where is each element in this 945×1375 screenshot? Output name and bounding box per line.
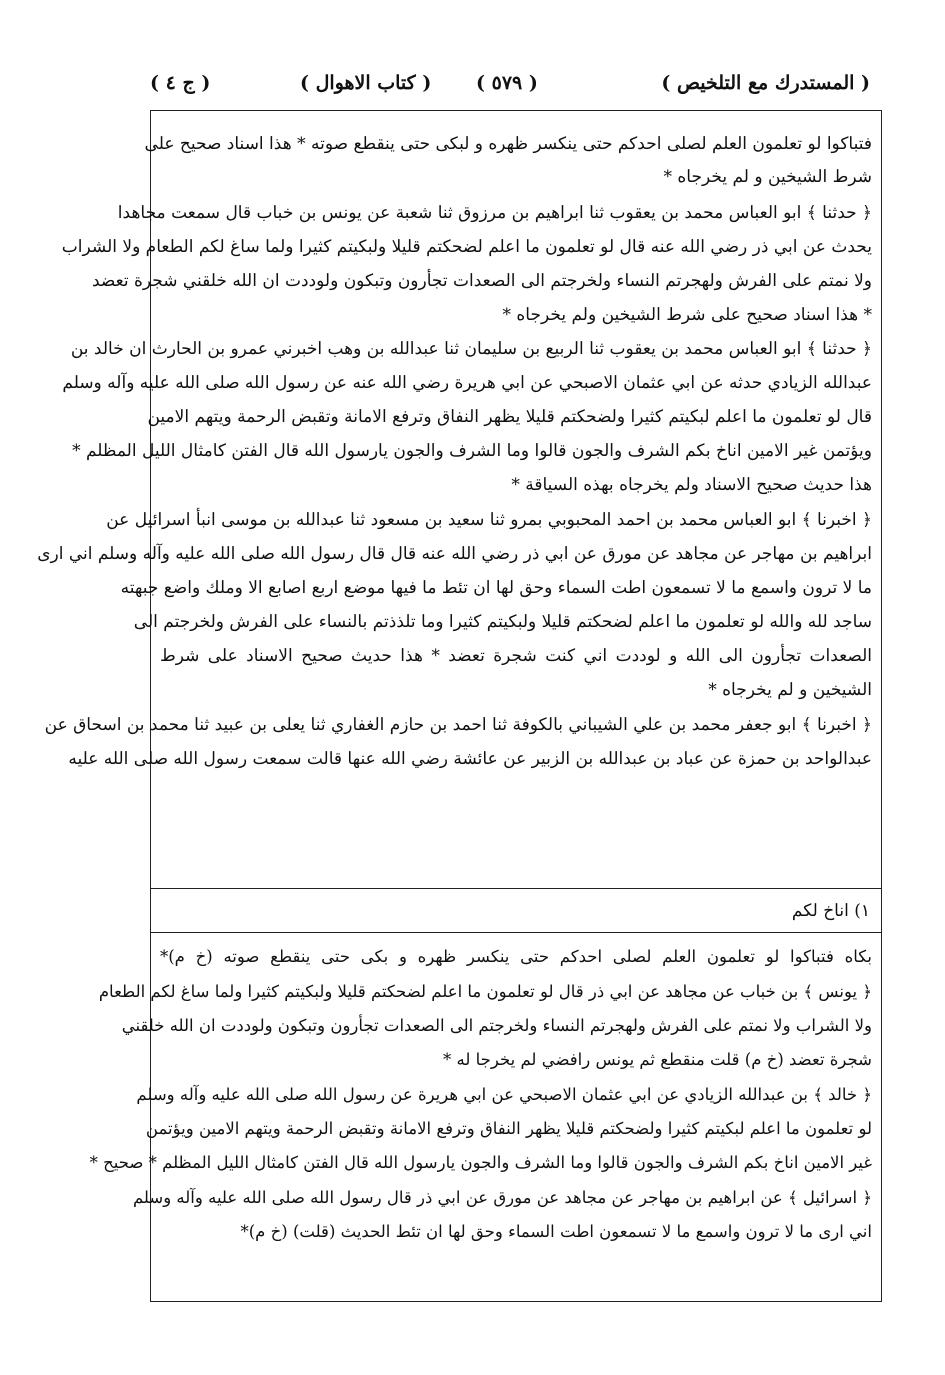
- main-line: عبدالله الزيادي حدثه عن ابي عثمان الاصبحي عن ابي هريرة رضي الله عنه عن رسول الله صلى الله عليه وآله وسلم: [62, 373, 872, 393]
- main-line: ساجد لله والله لو تعلمون ما اعلم لضحكتم قليلا ولبكيتم كثيرا وما تلذذتم بالنساء على الفرش ولخرجتم الى: [133, 612, 872, 632]
- talkhis-line: غير الامين اناخ بكم الشرف والجون قالوا وما الشرف والجون يارسول الله قال الفتن كامثال الليل المظلم * صحيح *: [89, 1153, 872, 1172]
- header-running-title: ( المستدرك مع التلخيص ): [661, 72, 870, 94]
- main-line: هذا حديث صحيح الاسناد ولم يخرجاه بهذه السياقة *: [511, 475, 872, 495]
- main-line: الشيخين و لم يخرجاه *: [708, 680, 872, 700]
- header-page-number: ( ٥٧٩ ): [476, 72, 538, 94]
- footnote-divider: [150, 888, 882, 889]
- header-book-title: ( كتاب الاهوال ): [300, 72, 432, 94]
- talkhis-line: ﴿ يونس ﴾ بن خباب عن مجاهد عن ابي ذر قال لو تعلمون ما اعلم لضحكتم قليلا ولبكيتم كثيرا ولما ساغ لكم الطعام: [98, 982, 872, 1001]
- talkhis-divider: [150, 932, 882, 933]
- talkhis-line: لو تعلمون ما اعلم لبكيتم كثيرا ولضحكتم قليلا يظهر النفاق وترفع الامانة وتقبض الرحمة ويتهم الامين ويؤتمن: [145, 1119, 872, 1138]
- main-line: ﴿ حدثنا ﴾ ابو العباس محمد بن يعقوب ثنا ابراهيم بن مرزوق ثنا شعبة عن يونس بن خباب قال سمعت مجاهدا: [117, 203, 872, 223]
- main-line: عبدالواحد بن حمزة عن عباد بن عبدالله بن الزبير عن عائشة رضي الله عنها قالت سمعت رسول الله صلى الله عليه: [68, 749, 872, 769]
- main-line: فتباكوا لو تعلمون العلم لصلى احدكم حتى ينكسر ظهره و لبكى حتى ينقطع صوته * هذا اسناد صحيح على: [144, 134, 872, 154]
- main-line: * هذا اسناد صحيح على شرط الشيخين ولم يخرجاه *: [502, 305, 872, 325]
- main-line: ابراهيم بن مهاجر عن مجاهد عن مورق عن ابي ذر رضي الله عنه قال قال رسول الله صلى الله عليه وآله وسلم اني ارى: [37, 544, 872, 564]
- page-header: [150, 66, 870, 106]
- main-line: ﴿ اخبرنا ﴾ ابو العباس محمد بن احمد المحبوبي بمرو ثنا سعيد بن مسعود ثنا عبدالله بن موسى انبأ اسرائيل عن: [106, 510, 872, 530]
- talkhis-line: بكاه فتباكوا لو تعلمون العلم لصلى احدكم حتى ينكسر ظهره و بكى حتى ينقطع صوته (خ م)*: [160, 947, 872, 966]
- main-line: ﴿ اخبرنا ﴾ ابو جعفر محمد بن علي الشيباني بالكوفة ثنا احمد بن حازم الغفاري ثنا يعلى بن عبيد ثنا محمد بن اسحاق عن: [44, 715, 872, 735]
- footnote: ١) اناخ لكم: [791, 901, 870, 921]
- main-line: ويؤتمن غير الامين اناخ بكم الشرف والجون قالوا وما الشرف والجون يارسول الله قال الفتن كامثال الليل المظلم *: [72, 441, 872, 461]
- main-line: قال لو تعلمون ما اعلم لبكيتم كثيرا ولضحكتم قليلا يظهر النفاق وترفع الامانة وتقبض الرحمة ويتهم الامين: [147, 407, 872, 427]
- talkhis-line: شجرة تعضد (خ م) قلت منقطع ثم يونس رافضي لم يخرجا له *: [443, 1050, 872, 1069]
- main-line: يحدث عن ابي ذر رضي الله عنه قال لو تعلمون ما اعلم لضحكتم قليلا ولبكيتم كثيرا ولما ساغ لكم الطعام ولا الشراب: [61, 237, 872, 257]
- talkhis-line: اني ارى ما لا ترون واسمع ما لا تسمعون اطت السماء وحق لها ان تئط الحديث (قلت) (خ م)*: [240, 1222, 872, 1241]
- talkhis-line: ﴿ اسرائيل ﴾ عن ابراهيم بن مهاجر عن مجاهد عن مورق عن ابي ذر قال رسول الله صلى الله عليه وآله وسلم: [132, 1188, 872, 1207]
- main-line: ما لا ترون واسمع ما لا تسمعون اطت السماء وحق لها ان تئط ما فيها موضع اربع اصابع الا وملك واضع جبهته: [120, 578, 872, 598]
- talkhis-line: ﴿ خالد ﴾ بن عبدالله الزيادي عن ابي عثمان الاصبحي عن ابي هريرة عن رسول الله صلى الله عليه وآله وسلم: [136, 1085, 872, 1104]
- main-line: الصعدات تجأرون الى الله و لوددت اني كنت شجرة تعضد * هذا حديث صحيح الاسناد على شرط: [160, 646, 872, 666]
- main-line: شرط الشيخين و لم يخرجاه *: [663, 167, 872, 187]
- talkhis-line: ولا الشراب ولا نمتم على الفرش ولهجرتم النساء ولخرجتم الى الصعدات تجأرون وتبكون ولوددت ان الله خلقني: [121, 1016, 872, 1035]
- main-line: ﴿ حدثنا ﴾ ابو العباس محمد بن يعقوب ثنا الربيع بن سليمان ثنا عبدالله بن وهب اخبرني عمرو بن الحارث ان خالد بن: [70, 339, 872, 359]
- main-line: ولا نمتم على الفرش ولهجرتم النساء ولخرجتم الى الصعدات تجأرون وتبكون ولوددت ان الله خلقني شجرة تعضد: [91, 271, 872, 291]
- header-volume: ( ج ٤ ): [150, 72, 211, 94]
